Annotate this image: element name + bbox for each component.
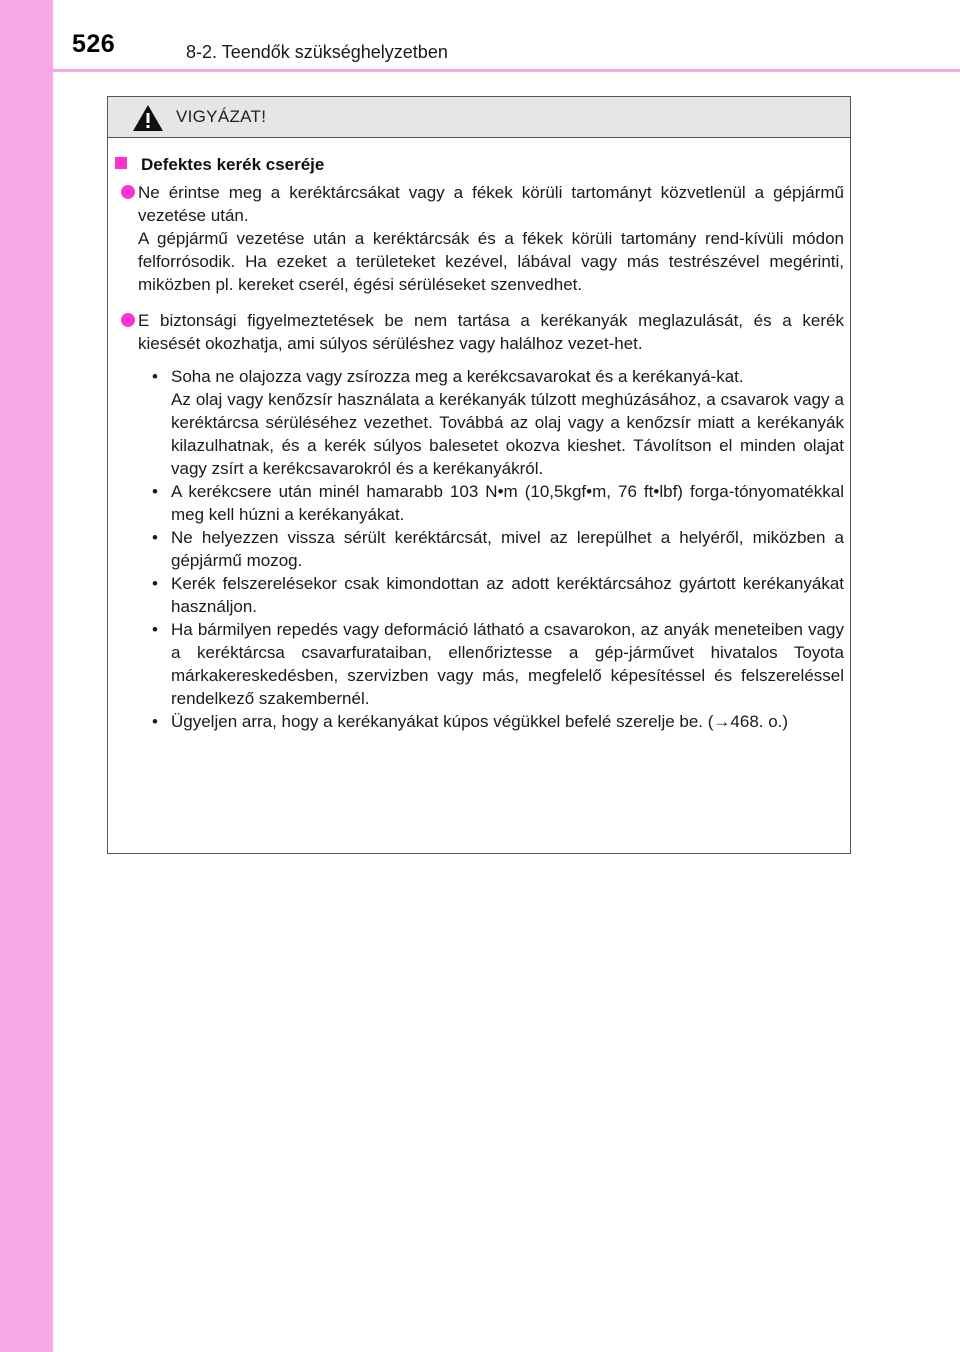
sub-bullet-item — [152, 572, 844, 618]
bullet-dot-icon: • — [152, 528, 158, 547]
caution-label: VIGYÁZAT! — [176, 107, 267, 126]
caution-item — [108, 181, 852, 296]
section-title: 8-2. Teendők szükséghelyzetben — [186, 42, 448, 62]
caution-heading-text: Defektes kerék cseréje — [141, 155, 325, 174]
bullet-dot-icon: • — [152, 367, 158, 386]
sub-bullet-text: Ne helyezzen vissza sérült keréktárcsát, mivel az lerepülhet a helyéről, miközben a gépjármű mozog. — [171, 528, 844, 570]
sub-bullet-item — [152, 480, 844, 526]
sub-bullet-text: A kerékcsere után minél hamarabb 103 N•m (10,5kgf•m, 76 ft•lbf) forga-tónyomatékkal meg kell húzni a kerékanyákat. — [171, 482, 844, 524]
sub-bullet-item — [152, 618, 844, 710]
sub-bullet-text: Ügyeljen arra, hogy a kerékanyákat kúpos végükkel befelé szerelje be. (→468. o.) — [171, 712, 789, 731]
caution-content — [108, 153, 852, 733]
sub-bullet-item — [152, 365, 844, 480]
bullet-dot-icon: • — [152, 574, 158, 593]
sub-bullet-item — [152, 710, 844, 733]
bullet-dot-icon: • — [152, 712, 158, 731]
item-paragraph: E biztonsági figyelmeztetések be nem tartása a kerékanyák meglazulását, és a kerék kiesését okozhatja, ami súlyos sérüléshez vagy halálhoz vezet-het. — [138, 311, 844, 353]
item-paragraph: A gépjármű vezetése után a keréktárcsák és a fékek körüli tartomány rend-kívüli módon felforrósodik. Ha ezeket a területeket kezével, lábával vagy más testrészével megérinti, miközben pl. kereket cserél, égési sérüléseket szenvedhet. — [138, 229, 844, 294]
sub-bullet-text: Soha ne olajozza vagy zsírozza meg a kerékcsavarokat és a kerékanyá-kat. — [171, 367, 744, 386]
sub-bullet-list — [138, 365, 844, 733]
sub-bullet-item — [152, 526, 844, 572]
sub-bullet-text: Kerék felszerelésekor csak kimondottan az adott keréktárcsához gyártott kerékanyákat használjon. — [171, 574, 844, 616]
circle-bullet-icon — [121, 313, 135, 327]
caution-item — [108, 309, 852, 733]
header-rule — [53, 69, 960, 72]
item-paragraph: Ne érintse meg a keréktárcsákat vagy a fékek körüli tartományt közvetlenül a gépjármű vezetése után. — [138, 183, 844, 225]
caution-box — [107, 96, 851, 854]
page-number: 526 — [72, 30, 116, 58]
bullet-dot-icon: • — [152, 482, 158, 501]
caution-header — [108, 97, 850, 138]
sub-bullet-text: Ha bármilyen repedés vagy deformáció látható a csavarokon, az anyák meneteiben vagy a keréktárcsa csavarfurataiban, ellenőriztesse a gép-járművet hivatalos Toyota márkakereskedésben, szervizben vagy más, megfelelő képesítéssel és felszereléssel rendelkező szakembernél. — [171, 620, 844, 708]
side-color-band — [0, 0, 53, 1352]
circle-bullet-icon — [121, 185, 135, 199]
square-bullet-icon — [115, 157, 127, 169]
sub-bullet-extra: Az olaj vagy kenőzsír használata a kerékanyák túlzott meghúzásához, a csavarok vagy a keréktárcsa sérüléséhez vezethet. Továbbá az olaj vagy a kenőzsír miatt a kerékanyák kilazulhatnak, és a kerék súlyos balesetet okozva kieshet. Távolítson el minden olajat vagy zsírt a kerékcsavarokról és a kerékanyákról. — [171, 390, 844, 478]
caution-heading — [108, 153, 852, 176]
bullet-dot-icon: • — [152, 620, 158, 639]
warning-triangle-icon — [132, 104, 164, 132]
